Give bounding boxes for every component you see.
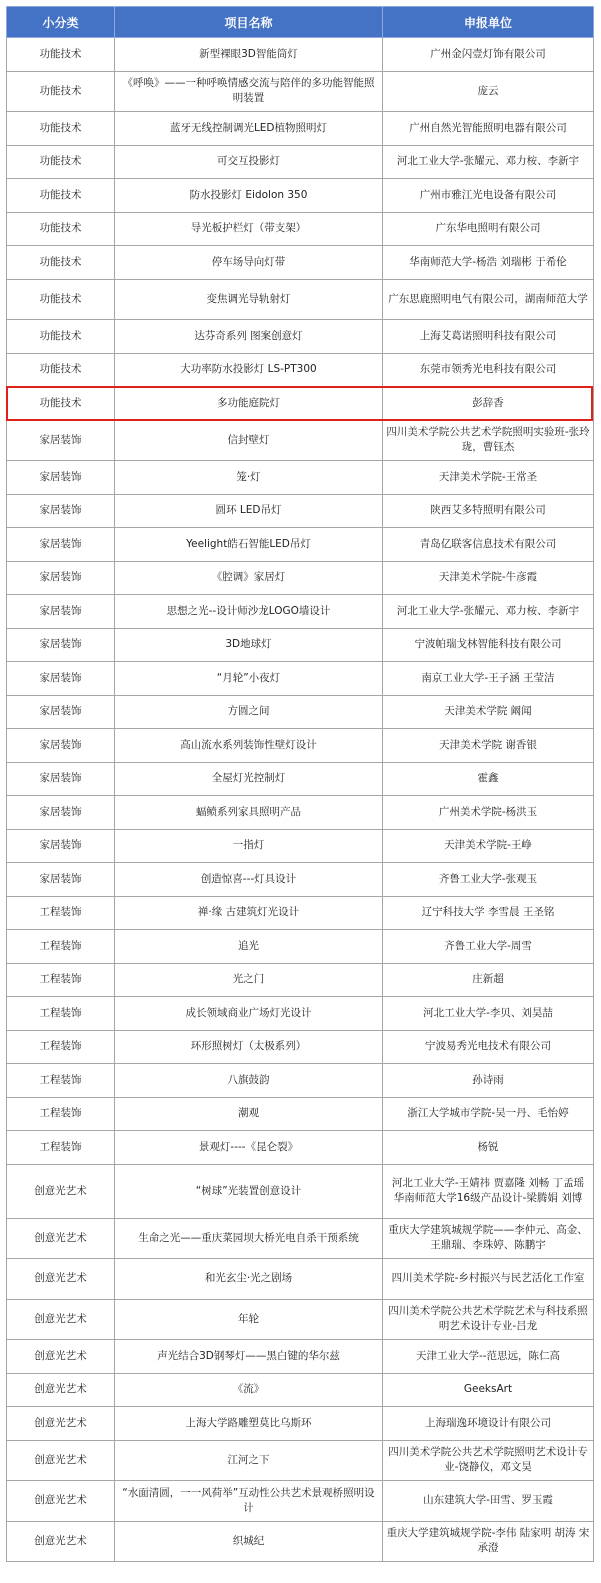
cell-applicant: GeeksArt: [383, 1373, 594, 1407]
cell-project-name: 笼·灯: [115, 461, 383, 495]
cell-applicant: 天津美术学院-王峥: [383, 829, 594, 863]
cell-applicant: 广州金闪壹灯饰有限公司: [383, 38, 594, 72]
table-row: [7, 930, 594, 964]
cell-subcategory: 功能技术: [7, 320, 115, 354]
cell-applicant: 广州自然光智能照明电器有限公司: [383, 112, 594, 146]
cell-subcategory: 家居装饰: [7, 494, 115, 528]
cell-subcategory: 创意光艺术: [7, 1340, 115, 1374]
cell-applicant: 辽宁科技大学 李雪晨 王圣铭: [383, 896, 594, 930]
cell-applicant: 四川美术学院公共艺术学院照明艺术设计专业-饶静仪，邓文昊: [383, 1440, 594, 1481]
cell-project-name: 一指灯: [115, 829, 383, 863]
cell-project-name: 思想之光--设计师沙龙LOGO墙设计: [115, 595, 383, 629]
table-row: [7, 212, 594, 246]
cell-applicant: 上海艾葛诺照明科技有限公司: [383, 320, 594, 354]
table-row: [7, 279, 594, 320]
cell-applicant: 宁波帕瑞戈林智能科技有限公司: [383, 628, 594, 662]
table-row: [7, 829, 594, 863]
table-row: [7, 38, 594, 72]
cell-subcategory: 功能技术: [7, 246, 115, 280]
cell-project-name: 防水投影灯 Eidolon 350: [115, 179, 383, 213]
cell-project-name: 全屋灯光控制灯: [115, 762, 383, 796]
cell-subcategory: 工程装饰: [7, 930, 115, 964]
cell-subcategory: 工程装饰: [7, 1064, 115, 1098]
cell-applicant: 孙诗雨: [383, 1064, 594, 1098]
cell-project-name: 圆环 LED吊灯: [115, 494, 383, 528]
cell-project-name: 3D地球灯: [115, 628, 383, 662]
cell-subcategory: 创意光艺术: [7, 1373, 115, 1407]
cell-subcategory: 创意光艺术: [7, 1218, 115, 1259]
table-container: [6, 6, 593, 1562]
cell-applicant: 广州市雅江光电设备有限公司: [383, 179, 594, 213]
cell-project-name: 停车场导向灯带: [115, 246, 383, 280]
cell-applicant: 广东思鹿照明电气有限公司，湖南师范大学: [383, 279, 594, 320]
cell-project-name: “水面清圆，一一风荷举”互动性公共艺术景观桥照明设计: [115, 1481, 383, 1522]
cell-subcategory: 工程装饰: [7, 896, 115, 930]
cell-subcategory: 家居装饰: [7, 863, 115, 897]
cell-applicant: 重庆大学建筑城规学院——李仲元、高金、王鼎瑞、李珠婷、陈鹏宇: [383, 1218, 594, 1259]
cell-applicant: 河北工业大学-李贝、刘昊喆: [383, 997, 594, 1031]
cell-project-name: 《流》: [115, 1373, 383, 1407]
cell-subcategory: 功能技术: [7, 145, 115, 179]
table-row: [7, 997, 594, 1031]
cell-subcategory: 创意光艺术: [7, 1521, 115, 1562]
cell-project-name: 蝠鲼系列家具照明产品: [115, 796, 383, 830]
cell-subcategory: 工程装饰: [7, 963, 115, 997]
cell-applicant: 天津美术学院 谢香银: [383, 729, 594, 763]
table-row: [7, 1340, 594, 1374]
cell-applicant: 青岛亿联客信息技术有限公司: [383, 528, 594, 562]
cell-applicant: 天津美术学院-牛彦霞: [383, 561, 594, 595]
table-row: [7, 595, 594, 629]
cell-applicant: 重庆大学建筑城规学院-李伟 陆家明 胡涛 宋承澄: [383, 1521, 594, 1562]
cell-applicant: 山东建筑大学-田雪、罗玉霞: [383, 1481, 594, 1522]
cell-applicant: 河北工业大学-张耀元、邓力桉、李新宇: [383, 145, 594, 179]
cell-applicant: 广州美术学院-杨洪玉: [383, 796, 594, 830]
cell-subcategory: 创意光艺术: [7, 1407, 115, 1441]
cell-subcategory: 家居装饰: [7, 420, 115, 461]
table-row: [7, 528, 594, 562]
cell-subcategory: 家居装饰: [7, 561, 115, 595]
table-row: [7, 1440, 594, 1481]
table-row: [7, 695, 594, 729]
table-row: [7, 387, 594, 421]
cell-subcategory: 功能技术: [7, 353, 115, 387]
cell-applicant: 四川美术学院公共艺术学院照明实验班-张玲珑，曹钰杰: [383, 420, 594, 461]
table-row: [7, 796, 594, 830]
cell-project-name: 织城纪: [115, 1521, 383, 1562]
cell-project-name: 高山流水系列装饰性壁灯设计: [115, 729, 383, 763]
cell-applicant: 河北工业大学-张耀元、邓力桉、李新宇: [383, 595, 594, 629]
cell-applicant: 四川美术学院公共艺术学院艺术与科技系照明艺术设计专业-吕龙: [383, 1299, 594, 1340]
cell-subcategory: 功能技术: [7, 212, 115, 246]
cell-subcategory: 工程装饰: [7, 1030, 115, 1064]
table-row: [7, 628, 594, 662]
table-row: [7, 246, 594, 280]
cell-applicant: 庞云: [383, 71, 594, 112]
project-table: [6, 6, 594, 1562]
cell-project-name: 景观灯----《昆仑裂》: [115, 1131, 383, 1165]
cell-applicant: 齐鲁工业大学-周雪: [383, 930, 594, 964]
table-row: [7, 1131, 594, 1165]
cell-subcategory: 创意光艺术: [7, 1440, 115, 1481]
table-row: [7, 1521, 594, 1562]
table-row: [7, 896, 594, 930]
cell-project-name: 变焦调光导轨射灯: [115, 279, 383, 320]
table-row: [7, 1218, 594, 1259]
table-row: [7, 1481, 594, 1522]
cell-project-name: 光之门: [115, 963, 383, 997]
cell-applicant: 华南师范大学-杨浩 刘瑞彬 于希伦: [383, 246, 594, 280]
cell-applicant: 彭辞香: [383, 387, 594, 421]
cell-project-name: 年轮: [115, 1299, 383, 1340]
cell-applicant: 陕西艾多特照明有限公司: [383, 494, 594, 528]
cell-project-name: 八旗鼓韵: [115, 1064, 383, 1098]
table-row: [7, 1259, 594, 1300]
table-row: [7, 1299, 594, 1340]
cell-subcategory: 家居装饰: [7, 829, 115, 863]
cell-applicant: 广东华电照明有限公司: [383, 212, 594, 246]
cell-applicant: 上海瑞逸环境设计有限公司: [383, 1407, 594, 1441]
table-row: [7, 179, 594, 213]
cell-applicant: 宁波易秀光电技术有限公司: [383, 1030, 594, 1064]
cell-subcategory: 创意光艺术: [7, 1481, 115, 1522]
table-row: [7, 1164, 594, 1218]
table-row: [7, 494, 594, 528]
table-row: [7, 561, 594, 595]
cell-subcategory: 家居装饰: [7, 461, 115, 495]
header-subcategory: 小分类: [7, 7, 115, 38]
cell-applicant: 天津美术学院-王常圣: [383, 461, 594, 495]
cell-project-name: 上海大学路雕塑莫比乌斯环: [115, 1407, 383, 1441]
cell-subcategory: 功能技术: [7, 279, 115, 320]
cell-project-name: Yeelight皓石智能LED吊灯: [115, 528, 383, 562]
header-project-name: 项目名称: [115, 7, 383, 38]
cell-subcategory: 工程装饰: [7, 1097, 115, 1131]
table-row: [7, 320, 594, 354]
cell-subcategory: 家居装饰: [7, 695, 115, 729]
cell-subcategory: 家居装饰: [7, 595, 115, 629]
cell-applicant: 东莞市领秀光电科技有限公司: [383, 353, 594, 387]
cell-applicant: 杨锐: [383, 1131, 594, 1165]
table-row: [7, 863, 594, 897]
cell-project-name: 蓝牙无线控制调光LED植物照明灯: [115, 112, 383, 146]
table-row: [7, 762, 594, 796]
cell-project-name: 创造惊喜---灯具设计: [115, 863, 383, 897]
cell-project-name: “月轮”小夜灯: [115, 662, 383, 696]
cell-project-name: 和光玄尘·光之剧场: [115, 1259, 383, 1300]
cell-project-name: 信封壁灯: [115, 420, 383, 461]
cell-subcategory: 工程装饰: [7, 1131, 115, 1165]
cell-project-name: 潮观: [115, 1097, 383, 1131]
cell-project-name: 达芬奇系列 图案创意灯: [115, 320, 383, 354]
cell-project-name: 多功能庭院灯: [115, 387, 383, 421]
table-body: [7, 38, 594, 1562]
cell-project-name: 方圆之间: [115, 695, 383, 729]
cell-subcategory: 家居装饰: [7, 762, 115, 796]
table-row: [7, 1373, 594, 1407]
cell-subcategory: 创意光艺术: [7, 1299, 115, 1340]
cell-project-name: 江河之下: [115, 1440, 383, 1481]
cell-project-name: 导光板护栏灯（带支架）: [115, 212, 383, 246]
cell-project-name: 追光: [115, 930, 383, 964]
table-row: [7, 729, 594, 763]
cell-subcategory: 功能技术: [7, 71, 115, 112]
cell-applicant: 四川美术学院-乡村振兴与民艺活化工作室: [383, 1259, 594, 1300]
cell-subcategory: 功能技术: [7, 112, 115, 146]
cell-applicant: 河北工业大学-王婧祎 贾嘉隆 刘畅 丁孟瑶 华南师范大学16级产品设计-梁腾娟 刘博: [383, 1164, 594, 1218]
cell-subcategory: 创意光艺术: [7, 1259, 115, 1300]
cell-project-name: 可交互投影灯: [115, 145, 383, 179]
cell-subcategory: 家居装饰: [7, 528, 115, 562]
cell-applicant: 天津工业大学--范思远，陈仁高: [383, 1340, 594, 1374]
cell-subcategory: 家居装饰: [7, 662, 115, 696]
cell-subcategory: 家居装饰: [7, 796, 115, 830]
cell-project-name: 环形照树灯（太极系列）: [115, 1030, 383, 1064]
cell-subcategory: 功能技术: [7, 38, 115, 72]
cell-subcategory: 创意光艺术: [7, 1164, 115, 1218]
cell-project-name: 新型裸眼3D智能筒灯: [115, 38, 383, 72]
table-row: [7, 112, 594, 146]
cell-subcategory: 工程装饰: [7, 997, 115, 1031]
cell-applicant: 齐鲁工业大学-张观玉: [383, 863, 594, 897]
cell-project-name: 声光结合3D钢琴灯——黑白键的华尔兹: [115, 1340, 383, 1374]
table-row: [7, 461, 594, 495]
header-applicant: 申报单位: [383, 7, 594, 38]
table-row: [7, 963, 594, 997]
cell-subcategory: 家居装饰: [7, 628, 115, 662]
table-row: [7, 1064, 594, 1098]
cell-project-name: 禅·缘 古建筑灯光设计: [115, 896, 383, 930]
cell-project-name: 生命之光——重庆菜园坝大桥光电自杀干预系统: [115, 1218, 383, 1259]
cell-subcategory: 功能技术: [7, 387, 115, 421]
table-row: [7, 71, 594, 112]
cell-project-name: 成长领域商业广场灯光设计: [115, 997, 383, 1031]
table-row: [7, 1030, 594, 1064]
cell-project-name: 《呼唤》——一种呼唤情感交流与陪伴的多功能智能照明装置: [115, 71, 383, 112]
cell-applicant: 南京工业大学-王子涵 王莹洁: [383, 662, 594, 696]
cell-subcategory: 功能技术: [7, 179, 115, 213]
cell-project-name: “树球”光装置创意设计: [115, 1164, 383, 1218]
table-header-row: [7, 7, 594, 38]
cell-applicant: 天津美术学院 阚闻: [383, 695, 594, 729]
table-row: [7, 353, 594, 387]
cell-applicant: 庄新超: [383, 963, 594, 997]
table-row: [7, 420, 594, 461]
cell-project-name: 《腔调》家居灯: [115, 561, 383, 595]
table-row: [7, 1097, 594, 1131]
cell-applicant: 霍鑫: [383, 762, 594, 796]
table-row: [7, 145, 594, 179]
cell-project-name: 大功率防水投影灯 LS-PT300: [115, 353, 383, 387]
table-row: [7, 662, 594, 696]
cell-applicant: 浙江大学城市学院-吴一丹、毛怡婷: [383, 1097, 594, 1131]
cell-subcategory: 家居装饰: [7, 729, 115, 763]
table-row: [7, 1407, 594, 1441]
